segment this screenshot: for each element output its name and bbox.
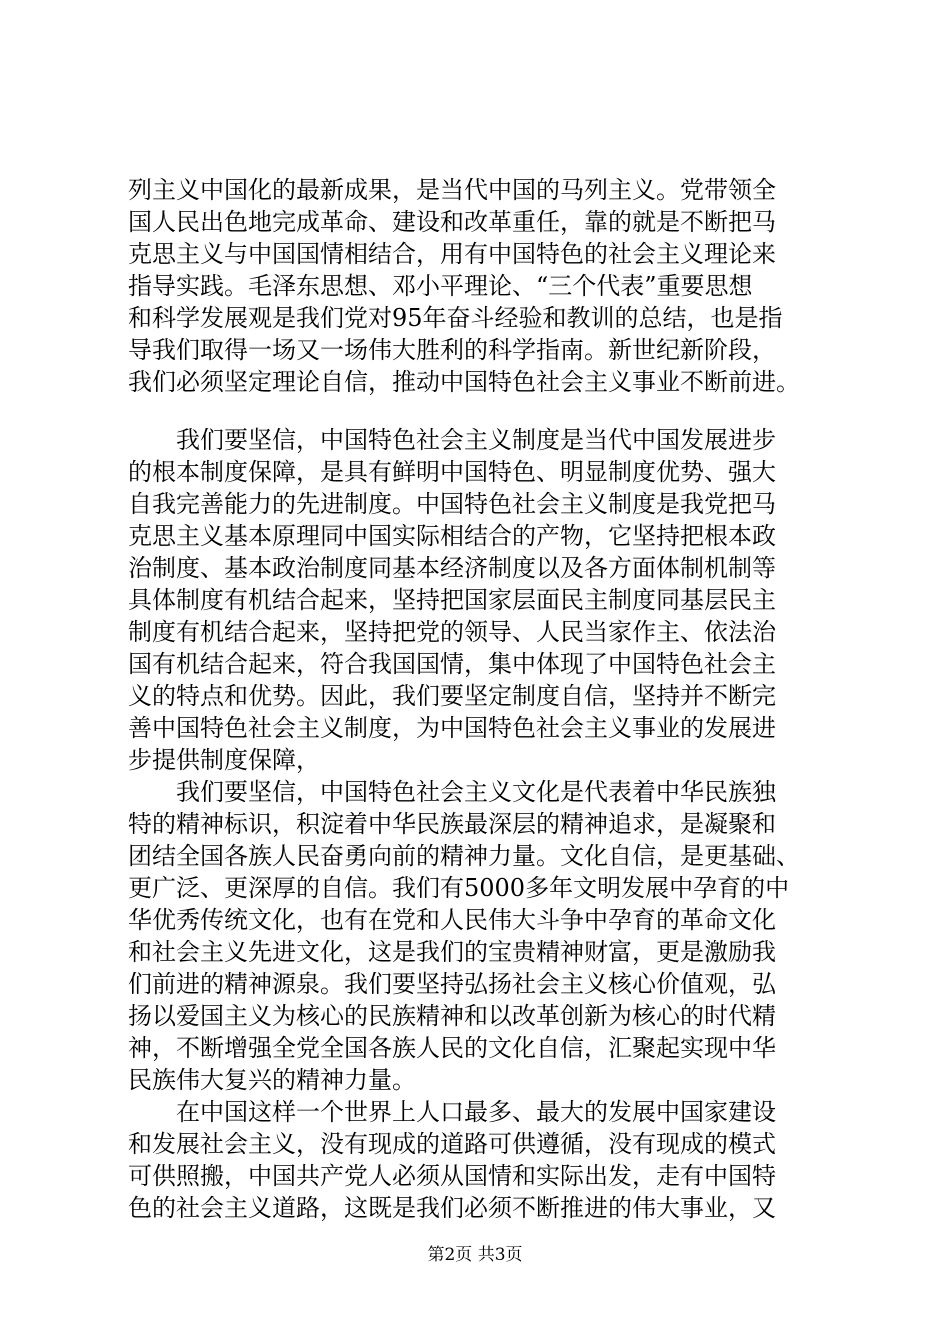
paragraph-3-line-8: 扬以爱国主义为核心的民族精神和以改革创新为核心的时代精 [128, 1002, 776, 1030]
paragraph-2-line-5: 治制度、基本政治制度同基本经济制度以及各方面体制机制等 [128, 554, 776, 582]
paragraph-2-line-9: 义的特点和优势。因此，我们要坚定制度自信，坚持并不断完 [128, 682, 776, 710]
paragraph-4-line-4: 色的社会主义道路，这既是我们必须不断推进的伟大事业，又 [128, 1194, 776, 1222]
paragraph-3-line-7: 们前进的精神源泉。我们要坚持弘扬社会主义核心价值观，弘 [128, 970, 776, 998]
paragraph-1-line-5: 和科学发展观是我们党对95年奋斗经验和教训的总结，也是指 [128, 304, 783, 332]
paragraph-3-line-6: 和社会主义先进文化，这是我们的宝贵精神财富，更是激励我 [128, 938, 776, 966]
paragraph-2-line-4: 克思主义基本原理同中国实际相结合的产物，它坚持把根本政 [128, 522, 776, 550]
paragraph-3-line-3: 团结全国各族人民奋勇向前的精神力量。文化自信，是更基础、 [128, 842, 800, 870]
paragraph-1-line-2: 国人民出色地完成革命、建设和改革重任，靠的就是不断把马 [128, 208, 776, 236]
paragraph-3-line-10: 民族伟大复兴的精神力量。 [128, 1066, 416, 1094]
paragraph-3-line-9: 神，不断增强全党全国各族人民的文化自信，汇聚起实现中华 [128, 1034, 776, 1062]
paragraph-1-line-4: 指导实践。毛泽东思想、邓小平理论、“三个代表”重要思想 [128, 272, 753, 300]
paragraph-3-line-5: 华优秀传统文化，也有在党和人民伟大斗争中孕育的革命文化 [128, 906, 776, 934]
paragraph-3-line-1: 我们要坚信，中国特色社会主义文化是代表着中华民族独 [128, 778, 776, 806]
paragraph-2-line-11: 步提供制度保障， [128, 746, 320, 774]
paragraph-1-line-1: 列主义中国化的最新成果，是当代中国的马列主义。党带领全 [128, 176, 776, 204]
paragraph-4-line-1: 在中国这样一个世界上人口最多、最大的发展中国家建设 [128, 1098, 776, 1126]
paragraph-3-line-2: 特的精神标识，积淀着中华民族最深层的精神追求，是凝聚和 [128, 810, 776, 838]
paragraph-2-line-3: 自我完善能力的先进制度。中国特色社会主义制度是我党把马 [128, 490, 776, 518]
paragraph-4-line-2: 和发展社会主义，没有现成的道路可供遵循，没有现成的模式 [128, 1130, 776, 1158]
paragraph-2-line-7: 制度有机结合起来，坚持把党的领导、人民当家作主、依法治 [128, 618, 776, 646]
paragraph-1-line-6: 导我们取得一场又一场伟大胜利的科学指南。新世纪新阶段， [128, 336, 776, 364]
paragraph-2-line-10: 善中国特色社会主义制度，为中国特色社会主义事业的发展进 [128, 714, 776, 742]
paragraph-1-line-3: 克思主义与中国国情相结合，用有中国特色的社会主义理论来 [128, 240, 776, 268]
paragraph-2-line-2: 的根本制度保障，是具有鲜明中国特色、明显制度优势、强大 [128, 458, 776, 486]
paragraph-1-line-7: 我们必须坚定理论自信，推动中国特色社会主义事业不断前进。 [128, 368, 800, 396]
page-footer: 第2页 共3页 [427, 1245, 523, 1265]
paragraph-2-line-1: 我们要坚信，中国特色社会主义制度是当代中国发展进步 [128, 426, 776, 454]
paragraph-3-line-4: 更广泛、更深厚的自信。我们有5000多年文明发展中孕育的中 [128, 874, 790, 902]
paragraph-2-line-8: 国有机结合起来，符合我国国情，集中体现了中国特色社会主 [128, 650, 776, 678]
paragraph-2-line-6: 具体制度有机结合起来，坚持把国家层面民主制度同基层民主 [128, 586, 776, 614]
paragraph-4-line-3: 可供照搬，中国共产党人必须从国情和实际出发，走有中国特 [128, 1162, 776, 1190]
